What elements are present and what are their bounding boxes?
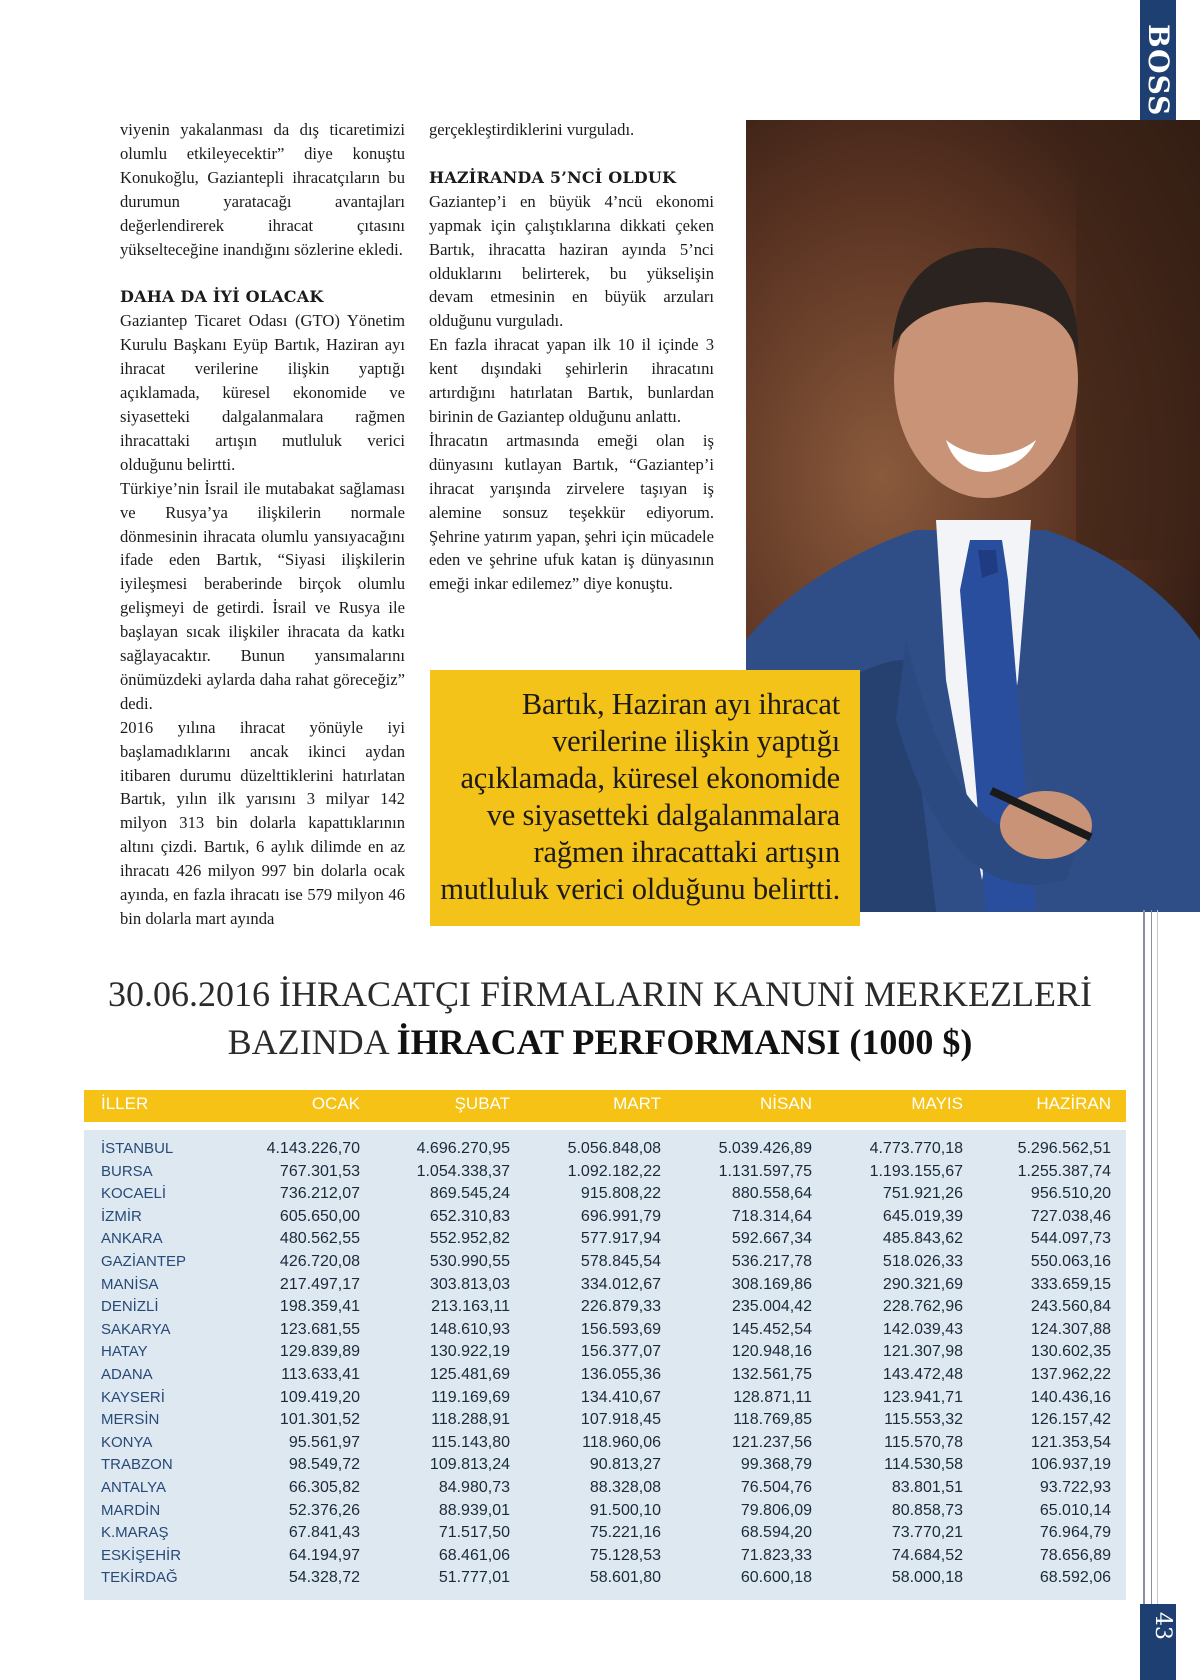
table-cell-value: 106.937,19	[1030, 1456, 1111, 1474]
table-cell-value: 58.000,18	[891, 1569, 963, 1587]
table-cell-value: 485.843,62	[882, 1230, 963, 1248]
table-cell-value: 80.858,73	[891, 1501, 963, 1519]
table-cell-value: 83.801,51	[891, 1479, 963, 1496]
table-cell-value: 126.157,42	[1030, 1411, 1111, 1429]
table-cell-value: 121.353,54	[1030, 1433, 1111, 1451]
table-cell-value: 140.436,16	[1030, 1388, 1111, 1406]
table-cell-value: 123.941,71	[882, 1388, 963, 1406]
table-title-normal: BAZINDA	[227, 1022, 397, 1062]
table-cell-value: 78.656,89	[1039, 1546, 1111, 1564]
table-cell-value: 76.964,79	[1039, 1524, 1111, 1542]
table-cell-value: 243.560,84	[1030, 1298, 1111, 1316]
table-cell-value: 118.288,91	[431, 1411, 510, 1429]
table-cell-value: 1.054.338,37	[416, 1162, 510, 1180]
table-row	[84, 1500, 1126, 1523]
table-cell-value: 128.871,11	[733, 1388, 812, 1406]
table-cell-city: HATAY	[101, 1343, 148, 1361]
table-cell-value: 119.169,69	[431, 1388, 510, 1406]
table-cell-value: 217.497,17	[279, 1275, 360, 1293]
table-cell-value: 226.879,33	[580, 1298, 661, 1316]
table-cell-value: 115.553,32	[884, 1411, 963, 1429]
table-cell-value: 121.237,56	[731, 1433, 812, 1451]
table-header-month: NİSAN	[760, 1094, 812, 1113]
table-cell-city: KOCAELİ	[101, 1185, 167, 1203]
table-cell-value: 137.962,22	[1030, 1366, 1111, 1383]
table-cell-value: 114.530,58	[884, 1456, 963, 1474]
table-cell-value: 156.593,69	[580, 1320, 661, 1338]
table-cell-value: 118.769,85	[733, 1411, 812, 1429]
table-cell-value: 198.359,41	[279, 1298, 360, 1316]
table-cell-city: KONYA	[101, 1433, 153, 1451]
article-column-1	[120, 118, 405, 931]
table-cell-value: 4.696.270,95	[416, 1140, 510, 1157]
table-cell-value: 142.039,43	[882, 1320, 963, 1338]
table-cell-value: 1.131.597,75	[718, 1162, 812, 1180]
column-1-paragraph: Gaziantep Ticaret Odası (GTO) Yönetim Kurulu Başkanı Eyüp Bartık, Haziran ayı ihracat verilerine ilişkin yaptığı açıklamada, küresel ekonomide ve siyasetteki dalgalanmalara rağmen ihracattaki artışın mutluluk verici olduğunu belirtti.	[120, 311, 405, 474]
table-cell-value: 767.301,53	[279, 1162, 360, 1180]
table-cell-city: ANKARA	[101, 1230, 163, 1248]
table-row	[84, 1341, 1126, 1364]
table-cell-value: 68.461,06	[438, 1546, 510, 1564]
paragraph-gap	[120, 261, 405, 285]
table-row	[84, 1228, 1126, 1251]
table-cell-value: 577.917,94	[580, 1230, 661, 1248]
table-cell-value: 68.592,06	[1039, 1569, 1111, 1587]
table-cell-value: 143.472,48	[882, 1366, 963, 1383]
table-cell-value: 727.038,46	[1030, 1207, 1111, 1225]
table-cell-value: 480.562,55	[279, 1230, 360, 1248]
table-cell-value: 880.558,64	[731, 1185, 812, 1203]
table-cell-value: 333.659,15	[1030, 1275, 1111, 1293]
table-cell-value: 4.143.226,70	[266, 1140, 360, 1157]
table-cell-value: 95.561,97	[288, 1433, 360, 1451]
page-number: 43	[1150, 1612, 1175, 1640]
table-header-iller: İLLER	[101, 1094, 149, 1113]
table-cell-value: 88.939,01	[438, 1501, 510, 1519]
column-1-paragraph: Türkiye’nin İsrail ile mutabakat sağlaması ve Rusya’ya ilişkilerin normale dönmesinin ihracata olumlu yansıyacağını ifade eden Bartık, “Siyasi ilişkilerin iyileşmesi beraberinde birçok olumlu gelişmeyi de getirdi. İsrail ve Rusya ile başlayan sıcak ilişkiler ihracata da katkı sağlayacaktır. Bunun yansımalarını önümüzdeki aylarda daha rahat göreceğiz” dedi.	[120, 478, 405, 713]
table-row	[84, 1567, 1126, 1590]
table-row	[84, 1364, 1126, 1387]
table-cell-value: 578.845,54	[580, 1253, 661, 1270]
table-cell-value: 530.990,55	[429, 1253, 510, 1270]
table-cell-value: 68.594,20	[740, 1524, 812, 1542]
table-cell-city: TEKİRDAĞ	[101, 1569, 178, 1587]
table-cell-value: 308.169,86	[731, 1275, 812, 1293]
table-cell-value: 736.212,07	[279, 1185, 360, 1203]
column-2-subheading: HAZİRANDA 5’NCİ OLDUK	[429, 167, 677, 187]
table-cell-value: 113.633,41	[281, 1366, 360, 1383]
table-cell-value: 71.823,33	[740, 1546, 812, 1564]
table-cell-city: KAYSERİ	[101, 1388, 165, 1406]
table-header-month: MAYIS	[911, 1094, 963, 1113]
table-header-month: OCAK	[311, 1094, 360, 1113]
brand-logo: BOSS	[1142, 24, 1175, 117]
table-cell-value: 67.841,43	[288, 1524, 360, 1542]
table-cell-city: SAKARYA	[101, 1320, 171, 1338]
table-cell-value: 115.570,78	[884, 1433, 963, 1451]
table-cell-value: 123.681,55	[279, 1320, 360, 1338]
table-cell-city: MERSİN	[101, 1411, 160, 1429]
table-row	[84, 1522, 1126, 1545]
article-column-2	[429, 118, 714, 596]
table-cell-value: 148.610,93	[429, 1320, 510, 1338]
table-cell-value: 52.376,26	[288, 1501, 360, 1519]
column-2-paragraph: Gaziantep’i en büyük 4’ncü ekonomi yapmak için çalıştıklarına dikkati çeken Bartık, ihracatta haziran ayında 5’nci olduklarını belirterek, bu yükselişin devam etmesinin en büyük arzuları olduğunu vurguladı.	[429, 191, 714, 331]
table-cell-city: İSTANBUL	[101, 1140, 174, 1157]
table-cell-value: 98.549,72	[288, 1456, 360, 1474]
table-cell-value: 156.377,07	[580, 1343, 661, 1361]
table-cell-value: 536.217,78	[731, 1253, 812, 1270]
table-cell-value: 91.500,10	[589, 1501, 661, 1519]
table-row	[84, 1319, 1126, 1342]
table-cell-city: TRABZON	[101, 1456, 173, 1474]
column-2-paragraph: En fazla ihracat yapan ilk 10 il içinde 3 kent dışındaki şehirlerin ihracatını artırdığını hatırlatan Bartık, bunlardan birinin de Gaziantep olduğunu anlattı.	[429, 335, 714, 426]
table-cell-value: 120.948,16	[731, 1343, 812, 1361]
table-cell-city: K.MARAŞ	[101, 1524, 169, 1542]
table-cell-value: 115.143,80	[431, 1433, 510, 1451]
table-cell-value: 88.328,08	[589, 1479, 661, 1496]
table-cell-value: 130.602,35	[1030, 1343, 1111, 1361]
table-cell-value: 544.097,73	[1030, 1230, 1111, 1248]
table-cell-city: MANİSA	[101, 1275, 159, 1293]
table-cell-value: 51.777,01	[438, 1569, 510, 1587]
table-cell-value: 64.194,97	[288, 1546, 360, 1564]
table-cell-city: İZMİR	[101, 1207, 142, 1225]
table-cell-value: 71.517,50	[438, 1524, 510, 1542]
table-cell-value: 132.561,75	[731, 1366, 812, 1383]
table-title-line-1: 30.06.2016 İHRACATÇI FİRMALARIN KANUNİ MERKEZLERİ	[108, 974, 1092, 1014]
table-row	[84, 1432, 1126, 1455]
column-1-paragraph: 2016 yılına ihracat yönüyle iyi başlamadıklarını ancak ikinci aydan itibaren durumu düzelttiklerini hatırlatan Bartık, yılın ilk yarısını 3 milyar 142 milyon 313 bin dolarla kapattıklarının altını çizdi. Bartık, 6 aylık dilimde en az ihracatı 426 milyon 997 bin dolarla ocak ayında, en fazla ihracatı ise 579 milyon 46 bin dolarla mart ayında	[120, 717, 405, 928]
table-cell-value: 134.410,67	[580, 1388, 661, 1406]
table-cell-value: 60.600,18	[740, 1569, 812, 1587]
table-cell-value: 696.991,79	[580, 1207, 661, 1225]
table-cell-value: 93.722,93	[1039, 1479, 1111, 1496]
table-header-month: ŞUBAT	[454, 1094, 510, 1113]
table-row	[84, 1296, 1126, 1319]
table-cell-city: ANTALYA	[101, 1479, 167, 1496]
table-cell-value: 99.368,79	[740, 1456, 812, 1474]
table-cell-value: 552.952,82	[429, 1230, 510, 1248]
table-row	[84, 1161, 1126, 1184]
table-cell-value: 109.813,24	[429, 1456, 510, 1474]
table-cell-value: 915.808,22	[580, 1185, 661, 1203]
table-cell-value: 718.314,64	[731, 1207, 812, 1225]
table-cell-value: 1.092.182,22	[567, 1162, 661, 1180]
table-cell-value: 290.321,69	[882, 1275, 963, 1293]
table-cell-value: 121.307,98	[882, 1343, 963, 1361]
table-header-month: MART	[613, 1094, 661, 1113]
table-cell-city: ESKİŞEHİR	[101, 1546, 182, 1564]
table-row	[84, 1183, 1126, 1206]
table-cell-value: 550.063,16	[1030, 1253, 1111, 1270]
table-cell-value: 5.039.426,89	[718, 1140, 812, 1157]
table-cell-value: 334.012,67	[580, 1275, 661, 1293]
table-cell-value: 652.310,83	[429, 1207, 510, 1225]
table-cell-value: 213.163,11	[431, 1298, 510, 1316]
table-cell-city: DENİZLİ	[101, 1298, 159, 1316]
table-cell-value: 124.307,88	[1030, 1320, 1111, 1338]
table-cell-value: 145.452,54	[731, 1320, 812, 1338]
table-cell-value: 426.720,08	[279, 1253, 360, 1270]
column-1-paragraph: viyenin yakalanması da dış ticaretimizi olumlu etkileyecektir” diye konuştu Konukoğlu, Gaziantepli ihracatçıların bu durumun yaratacağı avantajları değerlendirerek ihracat çıtasını yükselteceğine inandığını sözlerine ekledi.	[120, 120, 405, 259]
table-cell-value: 130.922,19	[429, 1343, 510, 1361]
table-cell-value: 101.301,52	[279, 1411, 360, 1429]
table-cell-value: 956.510,20	[1030, 1185, 1111, 1203]
table-cell-value: 605.650,00	[279, 1207, 360, 1225]
table-cell-value: 1.255.387,74	[1017, 1162, 1111, 1180]
table-row	[84, 1454, 1126, 1477]
table-cell-value: 76.504,76	[740, 1479, 812, 1496]
table-cell-value: 129.839,89	[279, 1343, 360, 1361]
table-cell-value: 869.545,24	[429, 1185, 510, 1203]
table-row	[84, 1545, 1126, 1568]
table-cell-value: 136.055,36	[580, 1366, 661, 1383]
table-cell-value: 75.128,53	[589, 1546, 661, 1564]
table-row	[84, 1206, 1126, 1229]
table-row	[84, 1477, 1126, 1500]
table-cell-value: 109.419,20	[279, 1388, 360, 1406]
column-2-paragraph: İhracatın artmasında emeği olan iş dünyasını kutlayan Bartık, “Gaziantep’i ihracat yarışında zirvelere taşıyan iş alemine sonsuz teşekkür ediyorum. Şehrine yatırım yapan, şehri için mücadele eden ve şehrine ufuk katan iş dünyasının emeği inkar edilemez” diye konuştu.	[429, 430, 714, 594]
table-cell-value: 235.004,42	[731, 1298, 812, 1316]
table-title-bold: İHRACAT PERFORMANSI (1000 $)	[396, 1022, 973, 1062]
table-row	[84, 1138, 1126, 1161]
table-cell-value: 73.770,21	[891, 1524, 963, 1542]
table-cell-value: 79.806,09	[740, 1501, 812, 1519]
table-cell-value: 66.305,82	[288, 1479, 360, 1496]
table-cell-value: 74.684,52	[891, 1546, 963, 1564]
table-cell-value: 5.056.848,08	[567, 1140, 661, 1157]
page-edge-lines	[1143, 910, 1175, 1680]
table-cell-value: 5.296.562,51	[1017, 1140, 1111, 1157]
table-cell-value: 125.481,69	[429, 1366, 510, 1383]
table-cell-city: ADANA	[101, 1366, 153, 1383]
table-cell-value: 518.026,33	[882, 1253, 963, 1270]
table-row	[84, 1274, 1126, 1297]
table-cell-value: 228.762,96	[882, 1298, 963, 1316]
table-row	[84, 1409, 1126, 1432]
column-1-subheading: DAHA DA İYİ OLACAK	[120, 287, 324, 307]
table-title	[80, 970, 1120, 1066]
table-cell-value: 54.328,72	[288, 1569, 360, 1587]
table-cell-value: 303.813,03	[429, 1275, 510, 1293]
table-cell-value: 4.773.770,18	[869, 1140, 963, 1157]
table-cell-value: 90.813,27	[589, 1456, 661, 1474]
table-row	[84, 1387, 1126, 1410]
table-cell-value: 592.667,34	[731, 1230, 812, 1248]
table-cell-city: MARDİN	[101, 1501, 161, 1519]
table-row	[84, 1251, 1126, 1274]
table-cell-value: 58.601,80	[589, 1569, 661, 1587]
table-cell-value: 75.221,16	[589, 1524, 661, 1542]
table-cell-value: 107.918,45	[580, 1411, 661, 1429]
table-cell-value: 118.960,06	[582, 1433, 661, 1451]
table-cell-city: GAZİANTEP	[101, 1253, 187, 1270]
callout-quote: Bartık, Haziran ayı ihracat verilerine ilişkin yaptığı açıklamada, küresel ekonomide ve siyasetteki dalgalanmalara rağmen ihracattaki artışın mutluluk verici olduğunu belirtti.	[440, 687, 840, 906]
column-2-paragraph: gerçekleştirdiklerini vurguladı.	[429, 120, 635, 139]
paragraph-gap	[429, 142, 714, 166]
table-cell-value: 645.019,39	[882, 1207, 963, 1225]
table-cell-value: 1.193.155,67	[869, 1162, 963, 1180]
table-cell-city: BURSA	[101, 1162, 153, 1180]
table-title-line-2	[80, 1018, 1120, 1066]
table-cell-value: 84.980,73	[438, 1479, 510, 1496]
table-header-month: HAZİRAN	[1036, 1094, 1111, 1113]
table-cell-value: 65.010,14	[1039, 1501, 1111, 1519]
table-cell-value: 751.921,26	[882, 1185, 963, 1203]
